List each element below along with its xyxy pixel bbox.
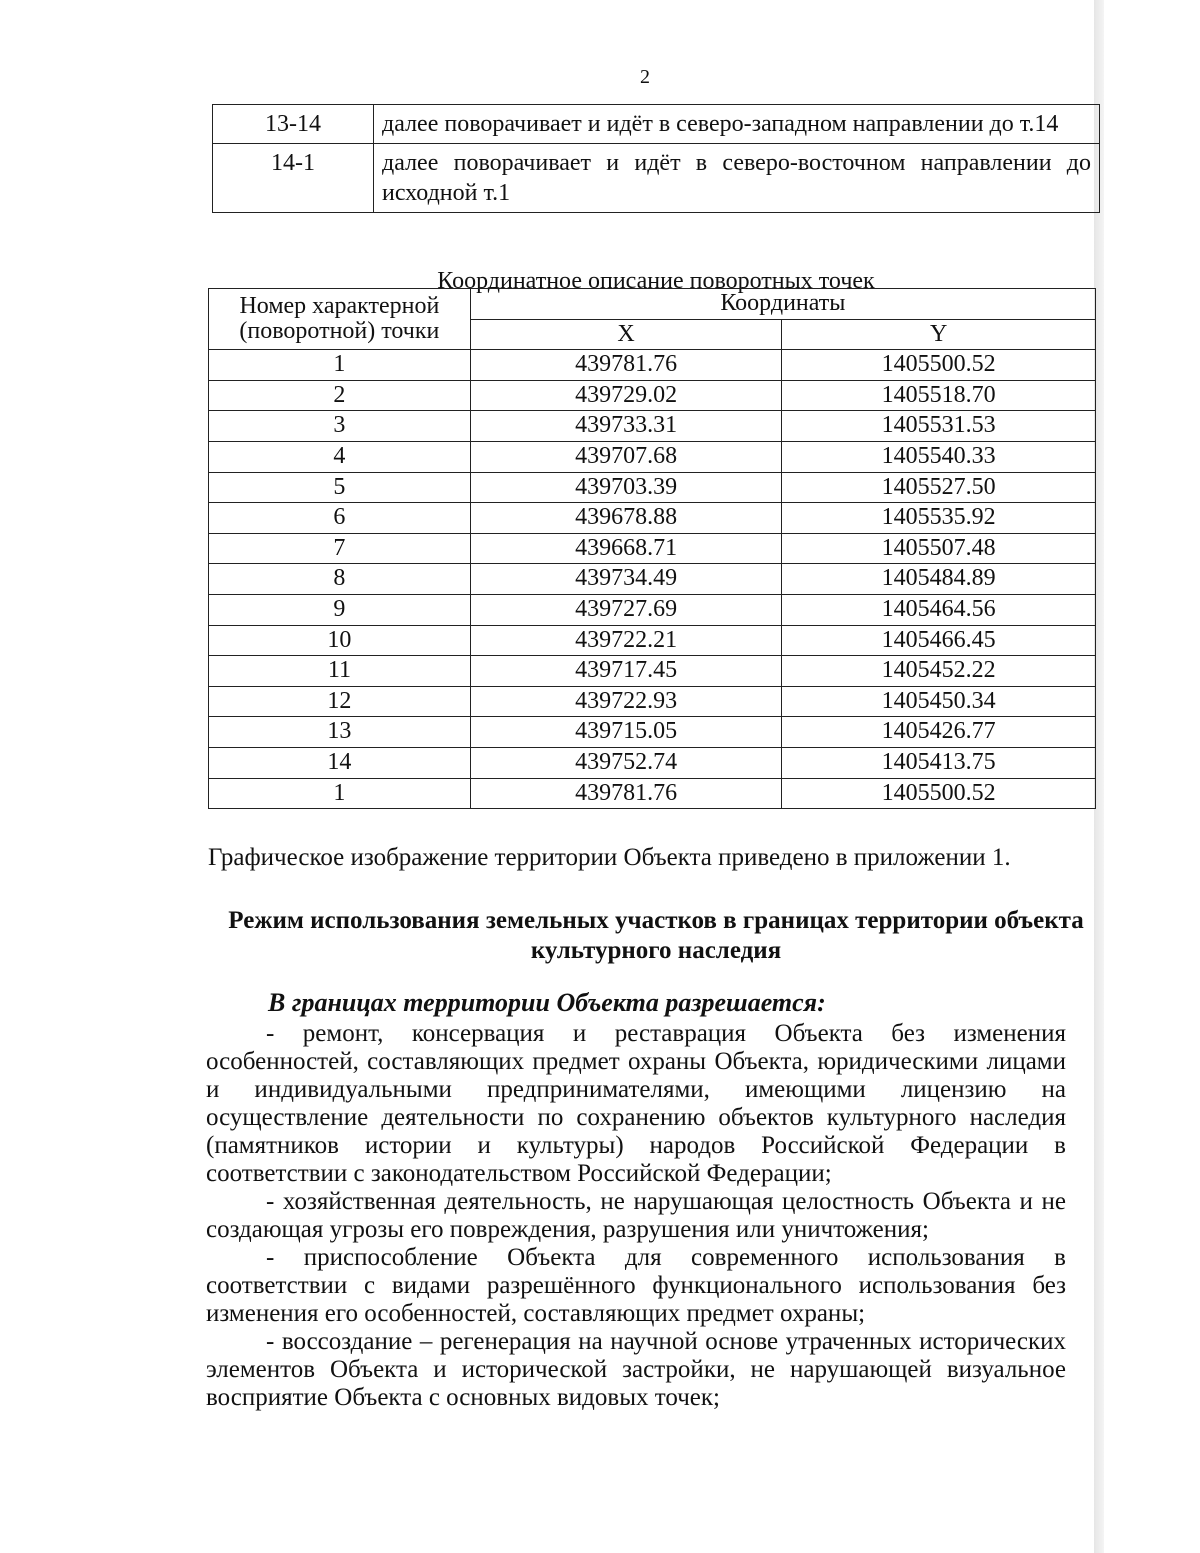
coord-x: 439678.88: [470, 503, 782, 534]
coord-x: 439734.49: [470, 564, 782, 595]
table-row: [209, 564, 1096, 595]
table-row: [209, 747, 1096, 778]
coord-x: 439707.68: [470, 441, 782, 472]
coord-x: 439715.05: [470, 717, 782, 748]
point-number: 14: [209, 747, 471, 778]
table-row: [213, 144, 1100, 213]
coord-x: 439781.76: [470, 778, 782, 809]
table-row: [209, 441, 1096, 472]
point-number: 1: [209, 350, 471, 381]
regime-heading: Режим использования земельных участков в границах территории объекта культурного наследия: [228, 907, 1084, 964]
coord-x: 439727.69: [470, 594, 782, 625]
coord-x: 439717.45: [470, 656, 782, 687]
point-number: 12: [209, 686, 471, 717]
coord-x: 439722.21: [470, 625, 782, 656]
segment-id: 14-1: [213, 144, 374, 213]
coord-x: 439729.02: [470, 380, 782, 411]
coord-y: 1405426.77: [782, 717, 1096, 748]
allowed-heading: В границах территории Объекта разрешается:: [268, 988, 826, 1017]
coord-table-body: [209, 350, 1096, 809]
point-number: 13: [209, 717, 471, 748]
paragraph: - ремонт, консервация и реставрация Объекта без изменения особенностей, составляющих предмет охраны Объекта, юридическими лицами и индивидуальными предпринимателями, имеющими лицензию на осуществление деятельности по сохранению объектов культурного наследия (памятников истории и культуры) народов Российской Федерации в соответствии с законодательством Российской Федерации;: [206, 1020, 1066, 1187]
coord-y: 1405535.92: [782, 503, 1096, 534]
coord-x: 439781.76: [470, 350, 782, 381]
table-row: [209, 472, 1096, 503]
point-number: 4: [209, 441, 471, 472]
coord-y: 1405527.50: [782, 472, 1096, 503]
point-number: 8: [209, 564, 471, 595]
graphic-note: Графическое изображение территории Объекта приведено в приложении 1.: [208, 844, 1011, 871]
header-point: Номер характерной (поворотной) точки: [209, 289, 471, 350]
point-number: 10: [209, 625, 471, 656]
coord-y: 1405500.52: [782, 778, 1096, 809]
body-text: [206, 1020, 1066, 1412]
coord-y: 1405518.70: [782, 380, 1096, 411]
paragraph: - хозяйственная деятельность, не нарушающая целостность Объекта и не создающая угрозы его повреждения, разрушения или уничтожения;: [206, 1188, 1066, 1243]
table-row: [209, 411, 1096, 442]
coord-y: 1405452.22: [782, 656, 1096, 687]
coord-x: 439722.93: [470, 686, 782, 717]
coord-x: 439703.39: [470, 472, 782, 503]
point-number: 9: [209, 594, 471, 625]
coord-y: 1405450.34: [782, 686, 1096, 717]
coord-x: 439668.71: [470, 533, 782, 564]
segment-description: далее поворачивает и идёт в северо-восточном направлении до исходной т.1: [374, 144, 1100, 213]
table-row: [209, 350, 1096, 381]
table-row: [209, 380, 1096, 411]
coord-y: 1405466.45: [782, 625, 1096, 656]
header-y: Y: [782, 319, 1096, 350]
paragraph: - воссоздание – регенерация на научной основе утраченных исторических элементов Объекта и исторической застройки, не нарушающей визуальное восприятие Объекта с основных видовых точек;: [206, 1328, 1066, 1411]
coord-y: 1405413.75: [782, 747, 1096, 778]
table-row: [209, 533, 1096, 564]
segment-table: [212, 104, 1100, 213]
table-row: [209, 717, 1096, 748]
table-header-row: [209, 289, 1096, 320]
table-row: [209, 625, 1096, 656]
coord-y: 1405484.89: [782, 564, 1096, 595]
coord-y: 1405531.53: [782, 411, 1096, 442]
table-row: [209, 503, 1096, 534]
coord-y: 1405500.52: [782, 350, 1096, 381]
point-number: 3: [209, 411, 471, 442]
header-coords: Координаты: [470, 289, 1095, 320]
coord-table-caption: Координатное описание поворотных точек: [437, 268, 875, 294]
segment-description: далее поворачивает и идёт в северо-западном направлении до т.14: [374, 105, 1100, 144]
point-number: 5: [209, 472, 471, 503]
table-row: [209, 686, 1096, 717]
table-row: [209, 594, 1096, 625]
paragraph: - приспособление Объекта для современного использования в соответствии с видами разрешённого функционального использования без изменения его особенностей, составляющих предмет охраны;: [206, 1244, 1066, 1327]
point-number: 6: [209, 503, 471, 534]
header-x: X: [470, 319, 782, 350]
coord-table: [208, 288, 1096, 809]
point-number: 1: [209, 778, 471, 809]
table-row: [209, 778, 1096, 809]
coord-y: 1405464.56: [782, 594, 1096, 625]
segment-id: 13-14: [213, 105, 374, 144]
coord-x: 439752.74: [470, 747, 782, 778]
coord-y: 1405507.48: [782, 533, 1096, 564]
table-row: [213, 105, 1100, 144]
point-number: 7: [209, 533, 471, 564]
point-number: 2: [209, 380, 471, 411]
coord-y: 1405540.33: [782, 441, 1096, 472]
page-number: 2: [640, 66, 650, 88]
table-row: [209, 656, 1096, 687]
point-number: 11: [209, 656, 471, 687]
coord-x: 439733.31: [470, 411, 782, 442]
